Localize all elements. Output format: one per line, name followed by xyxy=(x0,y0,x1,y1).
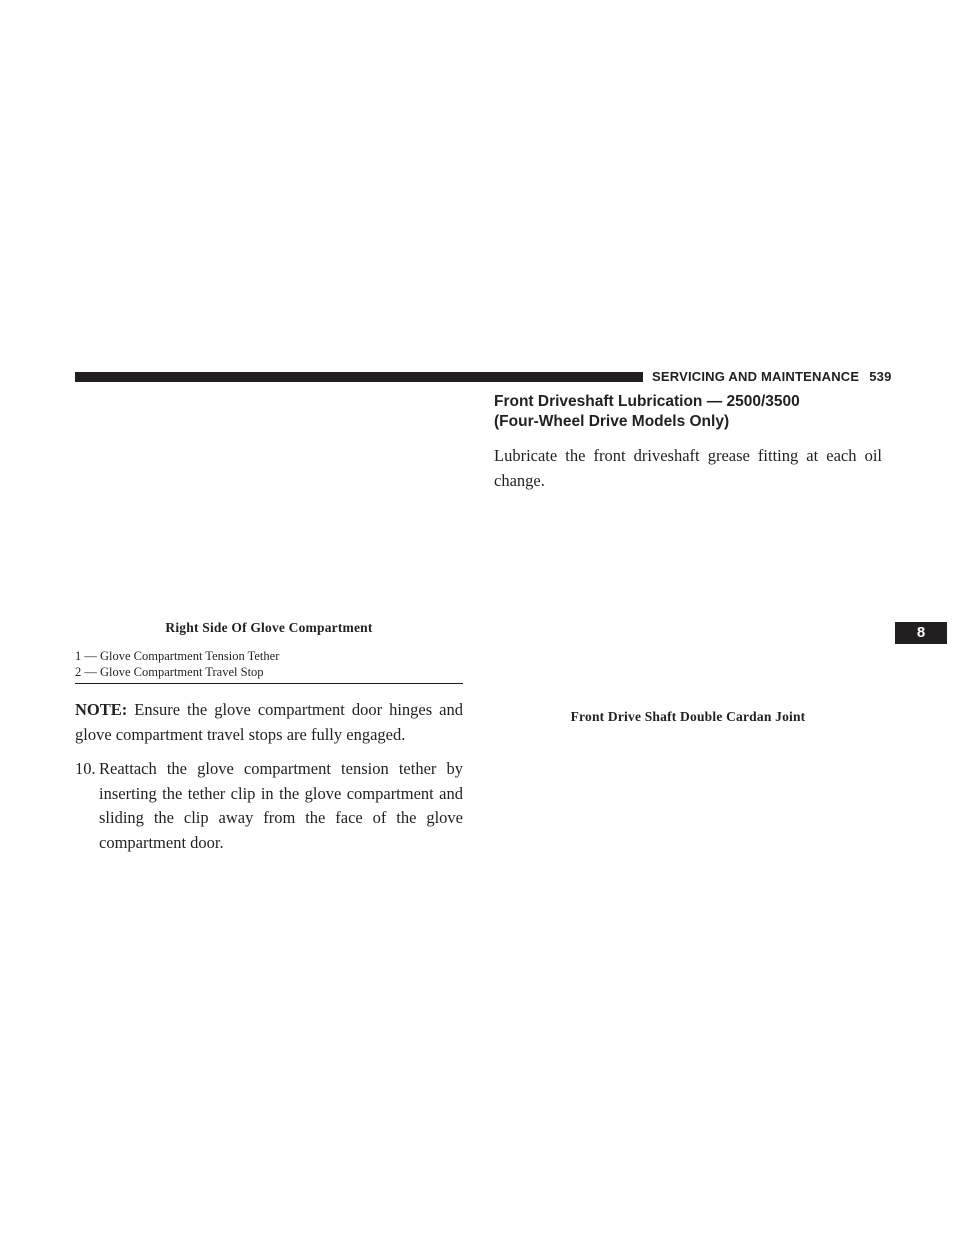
right-column xyxy=(494,392,882,503)
step-10 xyxy=(75,757,463,855)
section-title: SERVICING AND MAINTENANCE xyxy=(652,369,860,384)
step-number: 10. xyxy=(75,759,96,778)
header-rule xyxy=(75,372,643,382)
left-column xyxy=(75,620,463,855)
legend-item: 1 — Glove Compartment Tension Tether xyxy=(75,649,280,663)
heading-line-1: Front Driveshaft Lubrication — 2500/3500 xyxy=(494,393,800,410)
note-text: Ensure the glove compartment door hinges and glove compartment travel stops are fully engaged. xyxy=(75,700,463,744)
lubrication-paragraph: Lubricate the front driveshaft grease fitting at each oil change. xyxy=(494,446,882,490)
figure-caption-glove-compartment: Right Side Of Glove Compartment xyxy=(165,620,373,635)
chapter-tab: 8 xyxy=(895,622,947,644)
heading-line-2: (Four-Wheel Drive Models Only) xyxy=(494,413,730,430)
section-heading xyxy=(494,392,882,432)
note-paragraph xyxy=(75,698,463,747)
legend-item: 2 — Glove Compartment Travel Stop xyxy=(75,665,264,679)
figure-caption-cardan-joint: Front Drive Shaft Double Cardan Joint xyxy=(570,709,806,724)
page-number: 539 xyxy=(869,369,892,384)
running-header xyxy=(652,369,892,384)
note-label: NOTE: xyxy=(75,700,128,719)
step-text: Reattach the glove compartment tension tether by inserting the tether clip in the glove compartment and sliding the clip away from the face of the glove compartment door. xyxy=(99,759,463,852)
legend-divider xyxy=(75,683,463,684)
